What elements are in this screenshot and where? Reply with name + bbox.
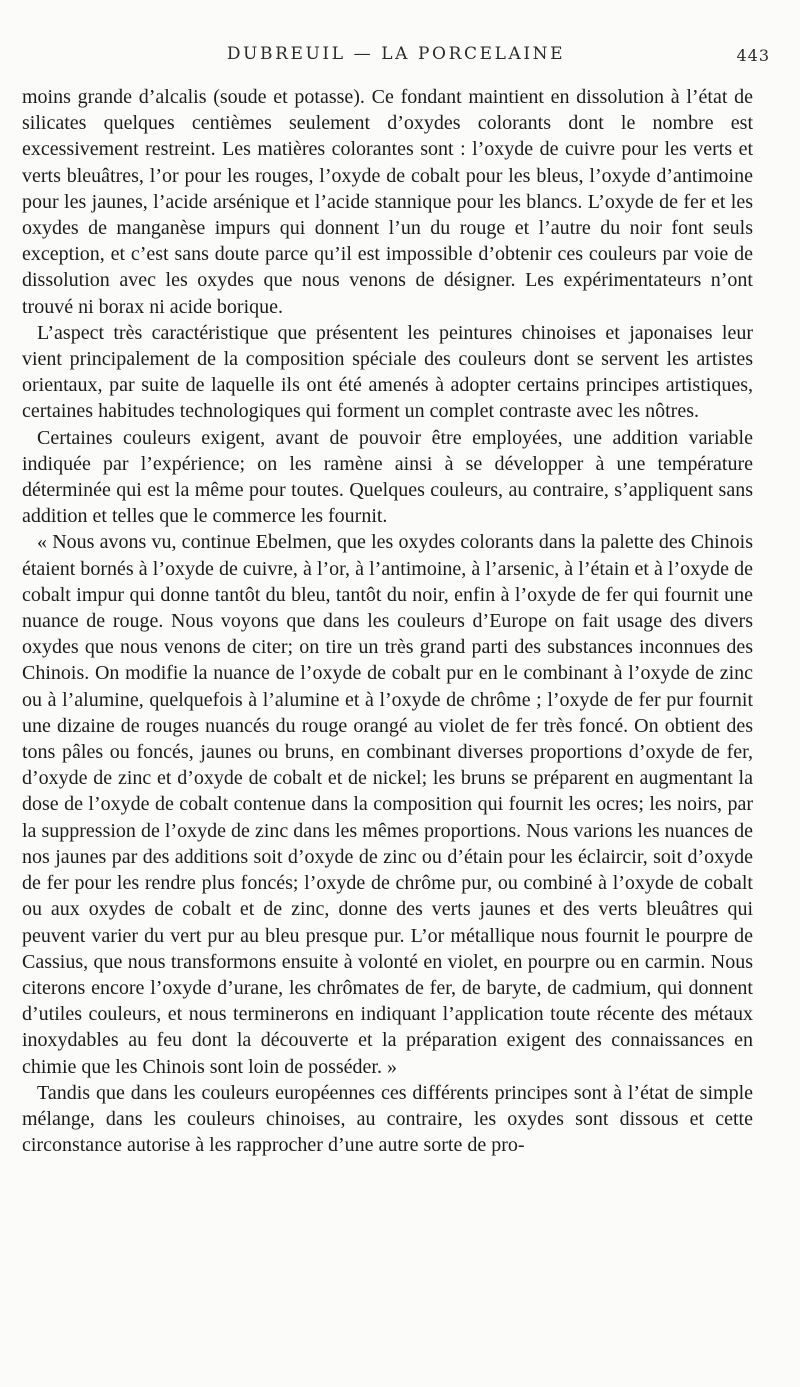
body-text	[22, 84, 753, 1158]
paragraph-quotation: « Nous avons vu, continue Ebelmen, que les oxydes colorants dans la palette des Chinois étaient bornés à l’oxyde de cuivre, à l’or, à l’antimoine, à l’arsenic, à l’étain et à l’oxyde de cobalt impur qui donne tantôt du bleu, tantôt du noir, enfin à l’oxyde de fer qui fournit une nuance de rouge. Nous voyons que dans les couleurs d’Europe on fait usage des divers oxydes que nous venons de citer; on tire un très grand parti des substances inconnues des Chinois. On modifie la nuance de l’oxyde de cobalt pur en le combinant à l’oxyde de zinc ou à l’alumine, quelquefois à l’alumine et à l’oxyde de chrôme ; l’oxyde de fer pur fournit une dizaine de rouges nuancés du rouge orangé au violet de fer très foncé. On obtient des tons pâles ou foncés, jaunes ou bruns, en combinant diverses proportions d’oxyde de fer, d’oxyde de zinc et d’oxyde de cobalt et de nickel; les bruns se préparent en augmentant la dose de l’oxyde de cobalt contenue dans la composition qui fournit les ocres; les noirs, par la suppression de l’oxyde de zinc dans les mêmes proportions. Nous varions les nuances de nos jaunes par des additions soit d’oxyde de zinc ou d’étain pour les éclaircir, soit d’oxyde de fer pour les rendre plus foncés; l’oxyde de chrôme pur, ou combiné à l’oxyde de cobalt ou aux oxydes de cobalt et de zinc, donne des verts jaunes et des verts bleuâtres qui peuvent varier du vert pur au bleu presque pur. L’or métallique nous fournit le pourpre de Cassius, que nous transformons ensuite à volonté en violet, en pourpre ou en carmin. Nous citerons encore l’oxyde d’urane, les chrômates de fer, de baryte, de cadmium, qui donnent d’utiles couleurs, et nous terminerons en indiquant l’application toute récente des métaux inoxydables au feu dont la découverte et la préparation exigent des connaissances en chimie que les Chinois sont loin de posséder. »	[22, 531, 753, 1078]
page-number: 443	[736, 46, 770, 65]
paragraph: Tandis que dans les couleurs européennes ces différents principes sont à l’état de simple mélange, dans les couleurs chinoises, au contraire, les oxydes sont dissous et cette circonstance autorise à les rapprocher d’une autre sorte de pro-	[22, 1081, 753, 1157]
running-header	[22, 44, 770, 74]
running-title: DUBREUIL — LA PORCELAINE	[226, 44, 566, 64]
paragraph: L’aspect très caractéristique que présentent les peintures chinoises et japonaises leur vient principalement de la composition spéciale des couleurs dont se servent les artistes orientaux, par suite de laquelle ils ont été amenés à adopter certains principes artistiques, certaines habitudes technologiques qui forment un complet contraste avec les nôtres.	[22, 321, 753, 423]
paragraph: Certaines couleurs exigent, avant de pouvoir être employées, une addition variable indiquée par l’expérience; on les ramène ainsi à se développer à une température déterminée qui est la même pour toutes. Quelques couleurs, au contraire, s’appliquent sans addition et telles que le commerce les fournit.	[22, 426, 753, 528]
paragraph-continued: moins grande d’alcalis (soude et potasse). Ce fondant maintient en dissolution à l’état de silicates quelques centièmes seulement d’oxydes colorants dont le nombre est excessivement restreint. Les matières colorantes sont : l’oxyde de cuivre pour les verts et verts bleuâtres, l’or pour les rouges, l’oxyde de cobalt pour les bleus, l’oxyde d’antimoine pour les jaunes, l’acide arsénique et l’acide stannique pour les blancs. L’oxyde de fer et les oxydes de manganèse impurs qui donnent l’un du rouge et l’autre du noir font seuls exception, et c’est sans doute parce qu’il est impossible d’obtenir ces couleurs par voie de dissolution avec les oxydes que nous venons de désigner. Les expérimentateurs n’ont trouvé ni borax ni acide borique.	[22, 86, 753, 318]
